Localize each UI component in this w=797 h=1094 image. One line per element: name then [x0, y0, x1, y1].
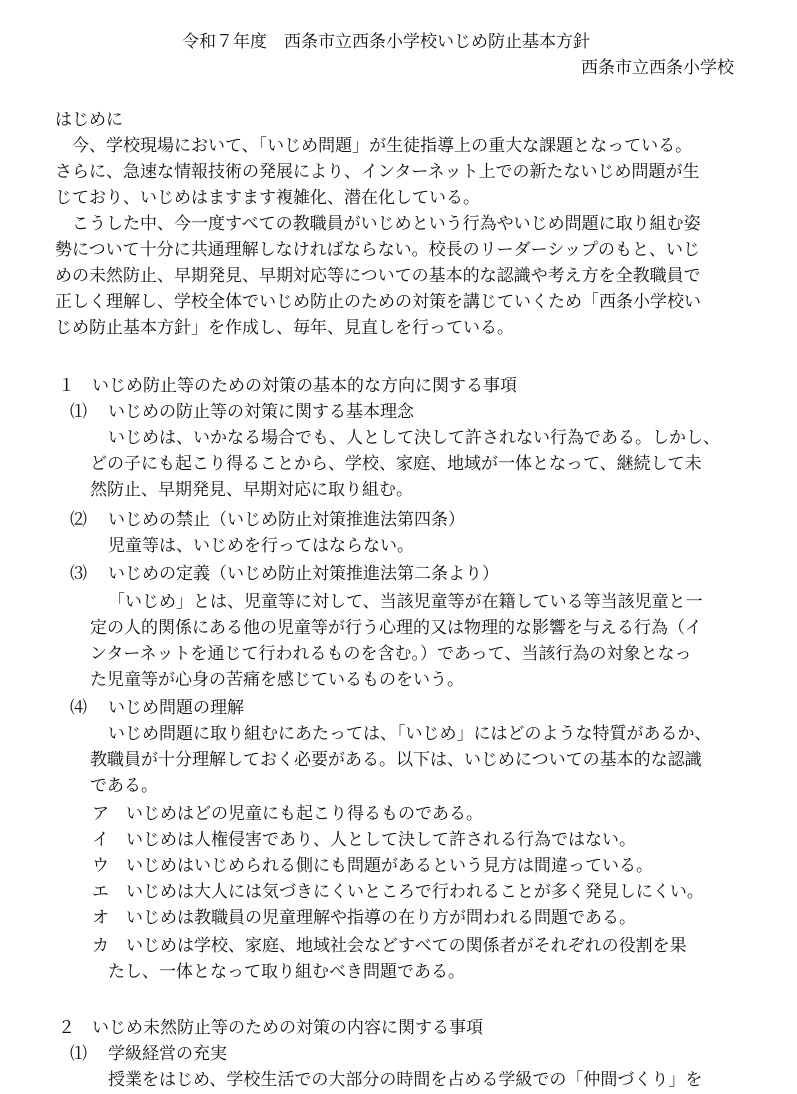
- school-name: 西条市立西条小学校: [581, 58, 734, 78]
- body-line: 授業をはじめ、学校生活での大部分の時間を占める学級での「仲間づくり」を: [108, 1070, 703, 1090]
- section-heading: いじめ防止等のための対策の基本的な方向に関する事項: [92, 376, 517, 396]
- subsection-number: ⑴: [70, 1044, 87, 1064]
- list-item-mark: イ: [92, 830, 109, 850]
- subsection-heading: 学級経営の充実: [108, 1044, 227, 1064]
- body-line: ンターネットを通じて行われるものを含む。）であって、当該行為の対象となっ: [90, 644, 692, 664]
- list-item-mark: ア: [92, 804, 109, 824]
- section-heading: いじめ未然防止等のための対策の内容に関する事項: [92, 1018, 483, 1038]
- document-title: 令和７年度 西条市立西条小学校いじめ防止基本方針: [182, 32, 590, 52]
- subsection-heading: いじめ問題の理解: [108, 698, 244, 718]
- body-line: いじめは、いかなる場合でも、人として決して許されない行為である。しかし、: [108, 428, 720, 448]
- list-item-continuation: たし、一体となって取り組むべき問題である。: [108, 962, 465, 982]
- subsection-number: ⑶: [70, 564, 87, 584]
- intro-line: じており、いじめはますます複雑化、潜在化している。: [55, 188, 480, 208]
- list-item-mark: オ: [92, 908, 109, 928]
- intro-heading: はじめに: [55, 110, 123, 130]
- list-item-mark: ウ: [92, 856, 109, 876]
- section-number: １: [58, 376, 75, 396]
- intro-line: 今、学校現場において、「いじめ問題」が生徒指導上の重大な課題となっている。: [72, 136, 693, 156]
- subsection-heading: いじめの定義（いじめ防止対策推進法第二条より）: [108, 564, 499, 584]
- list-item: いじめは教職員の児童理解や指導の在り方が問われる問題である。: [126, 908, 636, 928]
- list-item: いじめは学校、家庭、地域社会などすべての関係者がそれぞれの役割を果: [126, 936, 687, 956]
- body-line: た児童等が心身の苦痛を感じているものをいう。: [90, 670, 464, 690]
- list-item: いじめはどの児童にも起こり得るものである。: [126, 804, 483, 824]
- list-item: いじめは大人には気づきにくいところで行われることが多く発見しにくい。: [126, 882, 704, 902]
- body-line: どの子にも起こり得ることから、学校、家庭、地域が一体となって、継続して未: [90, 454, 702, 474]
- intro-line: こうした中、今一度すべての教職員がいじめという行為やいじめ問題に取り組む姿: [72, 214, 701, 234]
- subsection-heading: いじめの防止等の対策に関する基本理念: [108, 402, 414, 422]
- intro-line: 勢について十分に共通理解しなければならない。校長のリーダーシップのもと、いじ: [55, 240, 700, 260]
- body-line: 「いじめ」とは、児童等に対して、当該児童等が在籍している等当該児童と一: [108, 592, 703, 612]
- intro-line: 正しく理解し、学校全体でいじめ防止のための対策を講じていくため「西条小学校い: [55, 292, 701, 312]
- intro-line: めの未然防止、早期発見、早期対応等についての基本的な認識や考え方を全教職員で: [55, 266, 701, 286]
- subsection-number: ⑷: [70, 698, 87, 718]
- body-line: 定の人的関係にある他の児童等が行う心理的又は物理的な影響を与える行為（イ: [90, 618, 702, 638]
- subsection-number: ⑴: [70, 402, 87, 422]
- body-line: いじめ問題に取り組むにあたっては、「いじめ」にはどのような特質があるか、: [108, 724, 712, 744]
- body-line: 児童等は、いじめを行ってはならない。: [108, 536, 414, 556]
- subsection-number: ⑵: [70, 510, 87, 530]
- list-item: いじめはいじめられる側にも問題があるという見方は間違っている。: [126, 856, 653, 876]
- body-line: 然防止、早期発見、早期対応に取り組む。: [90, 480, 413, 500]
- intro-line: じめ防止基本方針」を作成し、毎年、見直しを行っている。: [55, 318, 514, 338]
- section-number: ２: [58, 1018, 75, 1038]
- list-item-mark: エ: [92, 882, 109, 902]
- subsection-heading: いじめの禁止（いじめ防止対策推進法第四条）: [108, 510, 465, 530]
- list-item: いじめは人権侵害であり、人として決して許される行為ではない。: [126, 830, 636, 850]
- intro-line: さらに、急速な情報技術の発展により、インターネット上での新たないじめ問題が生: [55, 162, 700, 182]
- list-item-mark: カ: [92, 936, 109, 956]
- body-line: である。: [90, 776, 158, 796]
- body-line: 教職員が十分理解しておく必要がある。以下は、いじめについての基本的な認識: [90, 750, 702, 770]
